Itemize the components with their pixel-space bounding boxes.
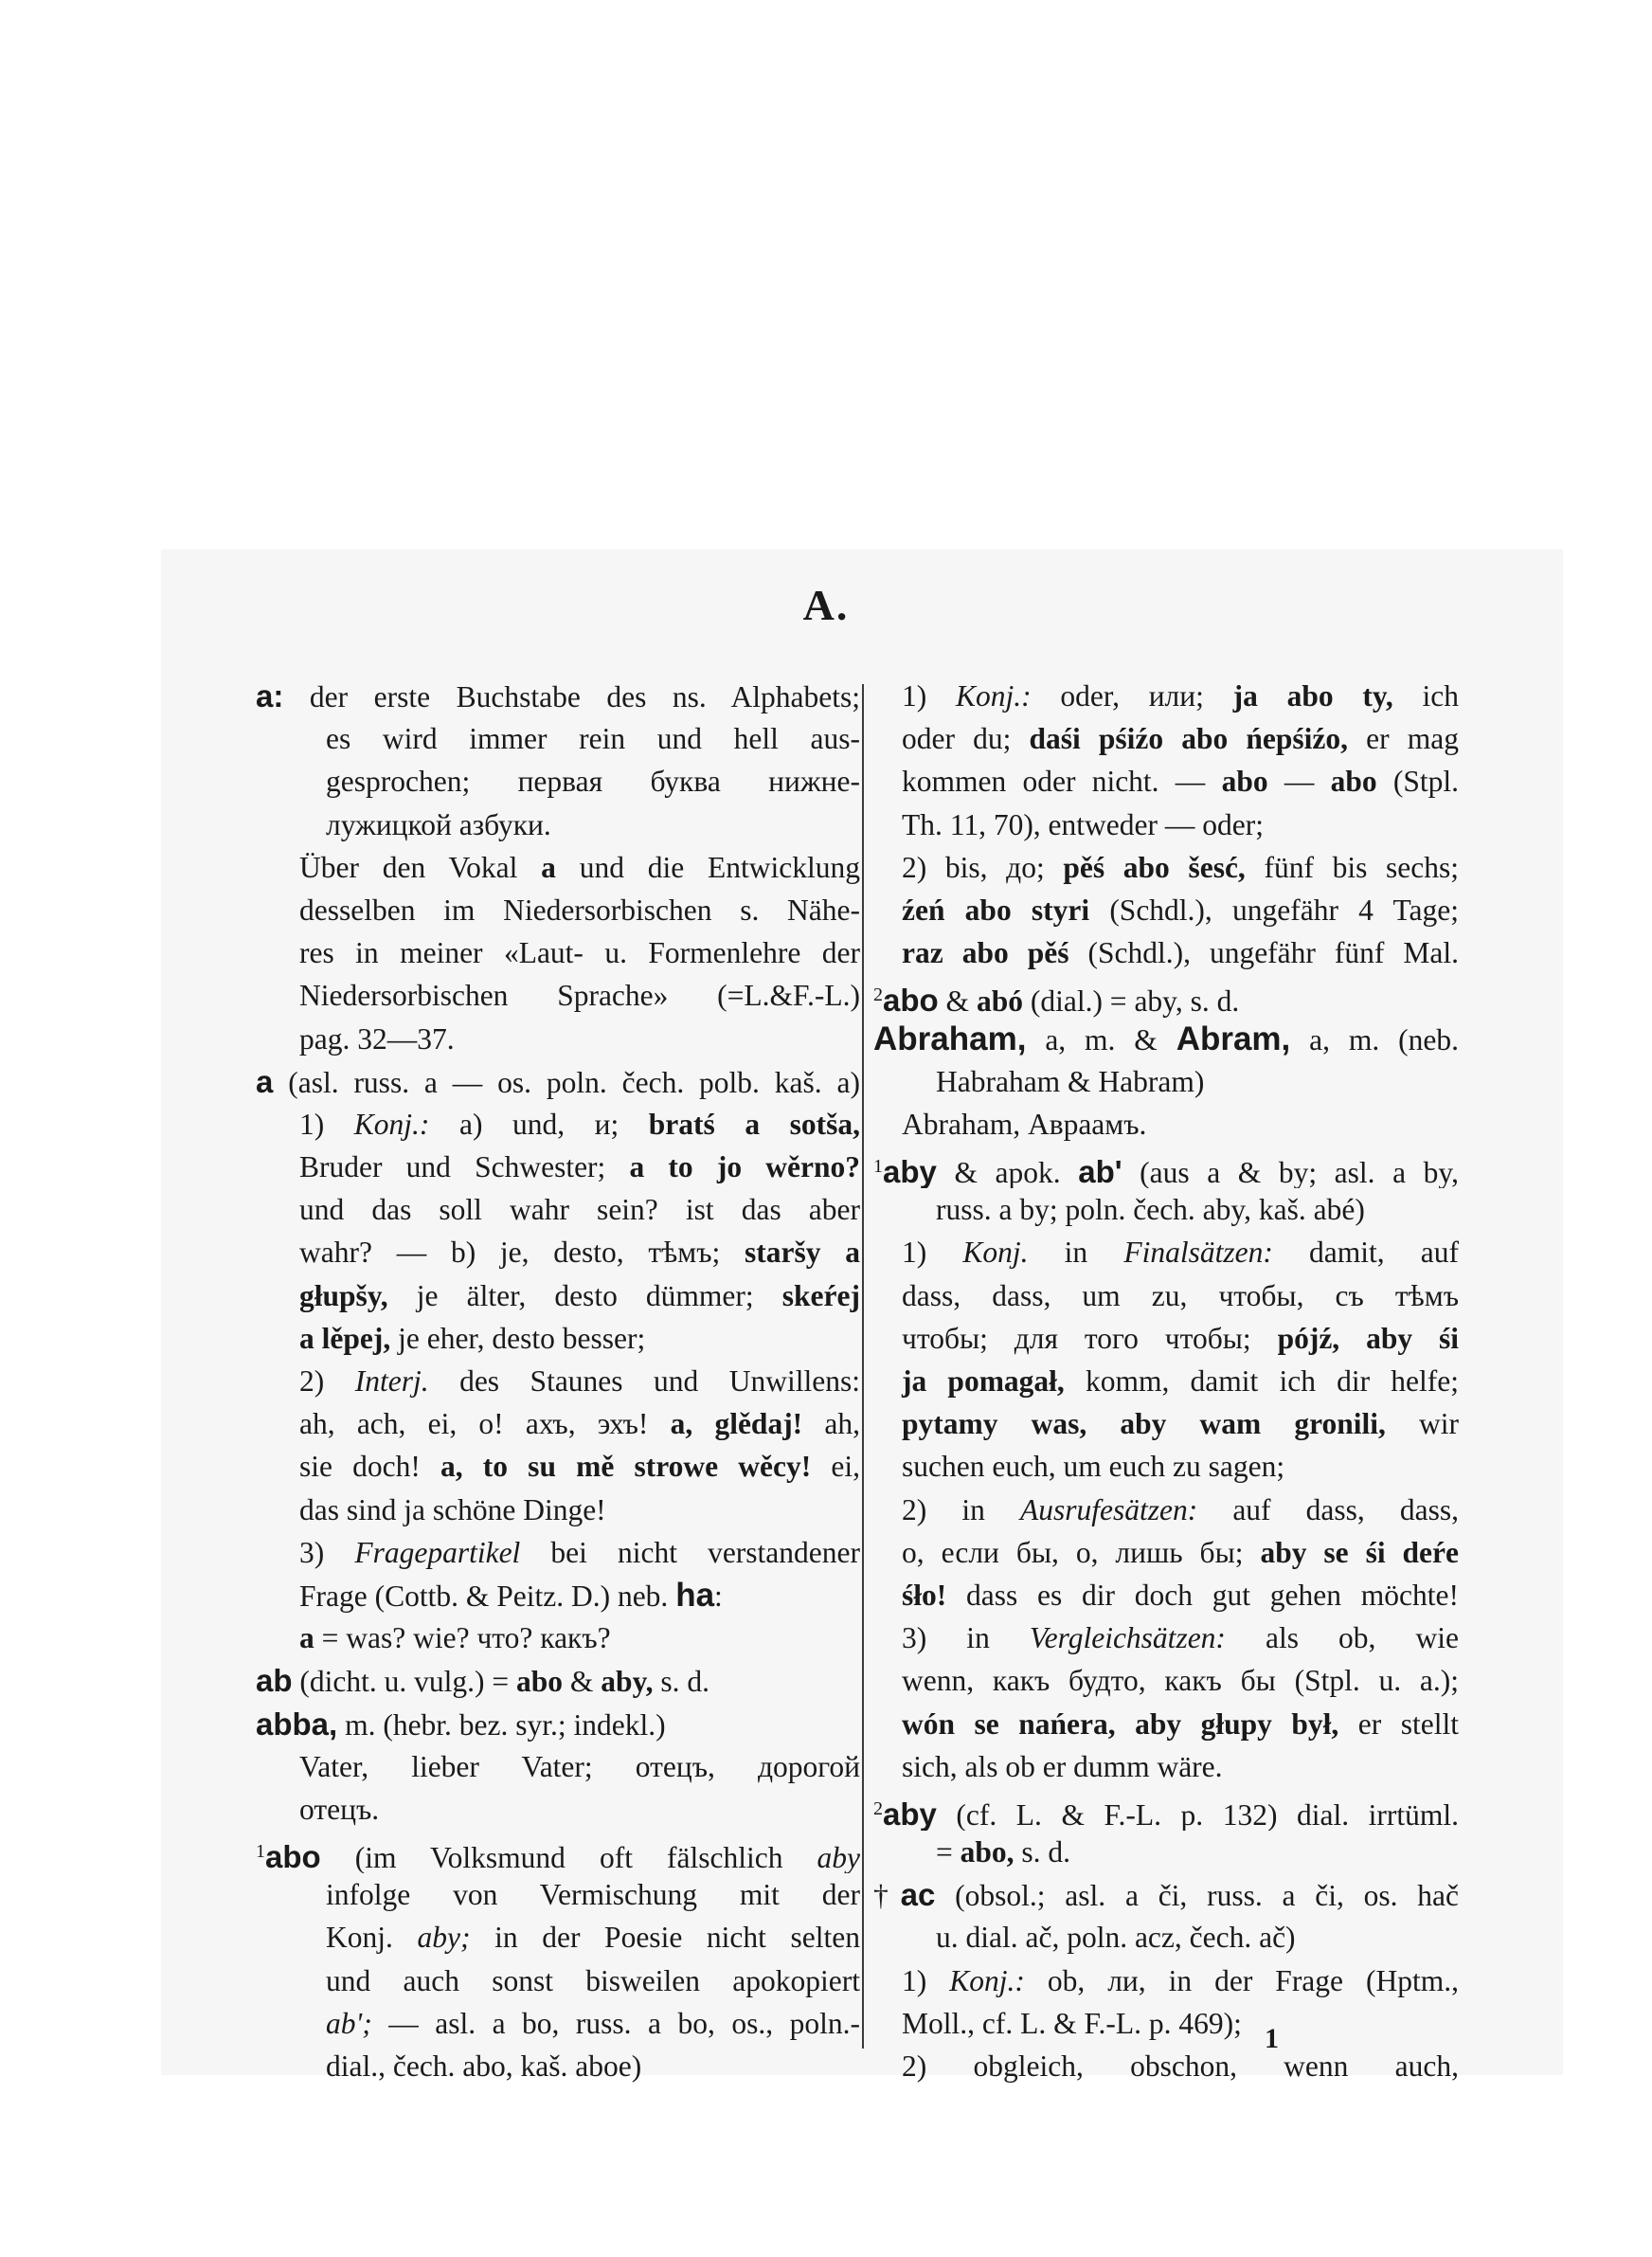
left-column-line: 1) Konj.: a) und, и; bratś a sotša, — [299, 1107, 860, 1141]
right-column-line: Moll., cf. L. & F.-L. p. 469); — [902, 2006, 1242, 2040]
left-column-line: gesprochen; первая буква нижне- — [326, 765, 860, 799]
left-column-line: лужицкой азбуки. — [326, 807, 551, 841]
right-column-line: 1) Konj.: oder, или; ja abo ty, ich — [902, 679, 1459, 713]
right-column-line: pytamy was, aby wam gronili, wir — [902, 1407, 1459, 1441]
left-column-line: 3) Fragepartikel bei nicht verstandener — [299, 1535, 860, 1569]
right-column-line: wón se nańera, aby głupy był, er stellt — [902, 1706, 1459, 1741]
left-column-line: głupšy, je älter, desto dümmer; skeŕej — [299, 1278, 860, 1312]
left-column-line: das sind ja schöne Dinge! — [299, 1492, 606, 1526]
right-column-line: o, если бы, о, лишь бы; aby se śi deŕe — [902, 1535, 1459, 1569]
left-column-line: wahr? — b) je, desto, тѣмъ; staršy a — [299, 1236, 860, 1270]
left-column-line: a (asl. russ. a — os. poln. čech. polb. kaš. a) — [256, 1063, 860, 1099]
left-column — [256, 675, 860, 2087]
left-column-line: $^1$abo (im Volksmund oft fälschlich aby — [256, 1839, 860, 1874]
page-number: 1 — [1265, 2023, 1279, 2054]
right-column-line: 2) obgleich, obschon, wenn auch, — [902, 2049, 1459, 2083]
left-column-line: abba, m. (hebr. bez. syr.; indekl.) — [256, 1706, 666, 1742]
right-column-line: śło! dass es dir doch gut gehen möchte! — [902, 1578, 1459, 1612]
right-column-line: raz abo pěś (Schdl.), ungefähr fünf Mal. — [902, 936, 1459, 970]
left-column-line: отецъ. — [299, 1792, 380, 1826]
right-column — [873, 675, 1459, 2087]
left-column-line: 2) Interj. des Staunes und Unwillens: — [299, 1364, 860, 1398]
right-column-line: kommen oder nicht. — abo — abo (Stpl. — [902, 765, 1459, 799]
right-column-line: 2) in Ausrufesätzen: auf dass, dass, — [902, 1492, 1459, 1526]
left-column-line: res in meiner «Laut- u. Formenlehre der — [299, 936, 860, 970]
right-column-line: dass, dass, um zu, чтобы, съ тѣмъ — [902, 1278, 1459, 1312]
right-column-line: $^2$aby (cf. L. & F.-L. p. 132) dial. irrtüml. — [873, 1796, 1459, 1832]
right-column-line: 2) bis, до; pěś abo šesć, fünf bis sechs; — [902, 850, 1459, 884]
right-column-line: †ac (obsol.; asl. a či, russ. a či, os. hač — [873, 1877, 1459, 1913]
right-column-line: Abraham, Авраамъ. — [902, 1107, 1147, 1141]
right-column-line: Habraham & Habram) — [936, 1064, 1205, 1098]
right-column-line: Th. 11, 70), entweder — oder; — [902, 807, 1264, 841]
left-column-line: infolge von Vermischung mit der — [326, 1878, 860, 1912]
right-column-line: russ. a by; poln. čech. aby, kaš. abé) — [936, 1193, 1365, 1227]
left-column-line: Vater, lieber Vater; отецъ, дорогой — [299, 1749, 860, 1783]
right-column-line: sich, als ob er dumm wäre. — [902, 1749, 1223, 1783]
left-column-line: a: der erste Buchstabe des ns. Alphabets; — [256, 678, 860, 713]
left-column-line: sie doch! a, to su mě strowe wěcy! ei, — [299, 1450, 860, 1484]
left-column-line: ah, ach, ei, o! ахъ, эхъ! a, glědaj! ah, — [299, 1407, 860, 1441]
right-column-line: $^1$aby & apok. ab' (aus a & by; asl. a by, — [873, 1154, 1459, 1189]
right-column-line: wenn, какъ будто, какъ бы (Stpl. u. a.); — [902, 1664, 1459, 1698]
right-column-line: 1) Konj.: ob, ли, in der Frage (Hptm., — [902, 1963, 1459, 1997]
right-column-line: чтобы; для того чтобы; pójź, aby śi — [902, 1321, 1459, 1355]
left-column-line: dial., čech. abo, kaš. aboe) — [326, 2049, 642, 2083]
left-column-line: pag. 32—37. — [299, 1021, 455, 1056]
left-column-line: Frage (Cottb. & Peitz. D.) neb. ha: — [299, 1576, 723, 1614]
right-column-line: 3) in Vergleichsätzen: als ob, wie — [902, 1621, 1459, 1655]
left-column-line: a lěpej, je eher, desto besser; — [299, 1321, 646, 1355]
right-column-line: Abraham, a, m. & Abram, a, m. (neb. — [873, 1020, 1459, 1057]
right-column-line: u. dial. ač, poln. acz, čech. ač) — [936, 1921, 1296, 1955]
left-column-line: Bruder und Schwester; a to jo wěrno? — [299, 1150, 860, 1184]
left-column-line: Konj. aby; in der Poesie nicht selten — [326, 1921, 860, 1955]
left-column-line: es wird immer rein und hell aus- — [326, 722, 860, 756]
left-column-line: ab'; — asl. a bo, russ. a bo, os., poln.- — [326, 2006, 860, 2040]
left-column-line: a = was? wie? что? какъ? — [299, 1621, 611, 1655]
right-column-line: źeń abo styri (Schdl.), ungefähr 4 Tage; — [902, 893, 1459, 927]
left-column-line: Über den Vokal a und die Entwicklung — [299, 850, 860, 884]
section-letter-heading: A. — [802, 581, 850, 629]
left-column-line: desselben im Niedersorbischen s. Nähe- — [299, 893, 860, 927]
left-column-line: ab (dicht. u. vulg.) = abo & aby, s. d. — [256, 1663, 709, 1699]
column-divider — [862, 684, 864, 2049]
left-column-line: Niedersorbischen Sprache» (=L.&F.-L.) — [299, 979, 860, 1013]
left-column-line: und das soll wahr sein? ist das aber — [299, 1193, 860, 1227]
right-column-line: 1) Konj. in Finalsätzen: damit, auf — [902, 1236, 1459, 1270]
right-column-line: oder du; daśi pśiźo abo ńepśiźo, er mag — [902, 722, 1459, 756]
left-column-line: und auch sonst bisweilen apokopiert — [326, 1963, 860, 1997]
right-column-line: $^2$abo & abó (dial.) = aby, s. d. — [873, 983, 1240, 1018]
right-column-line: = abo, s. d. — [936, 1835, 1071, 1869]
right-column-line: ja pomagał, komm, damit ich dir helfe; — [902, 1364, 1459, 1398]
right-column-line: suchen euch, um euch zu sagen; — [902, 1450, 1285, 1484]
